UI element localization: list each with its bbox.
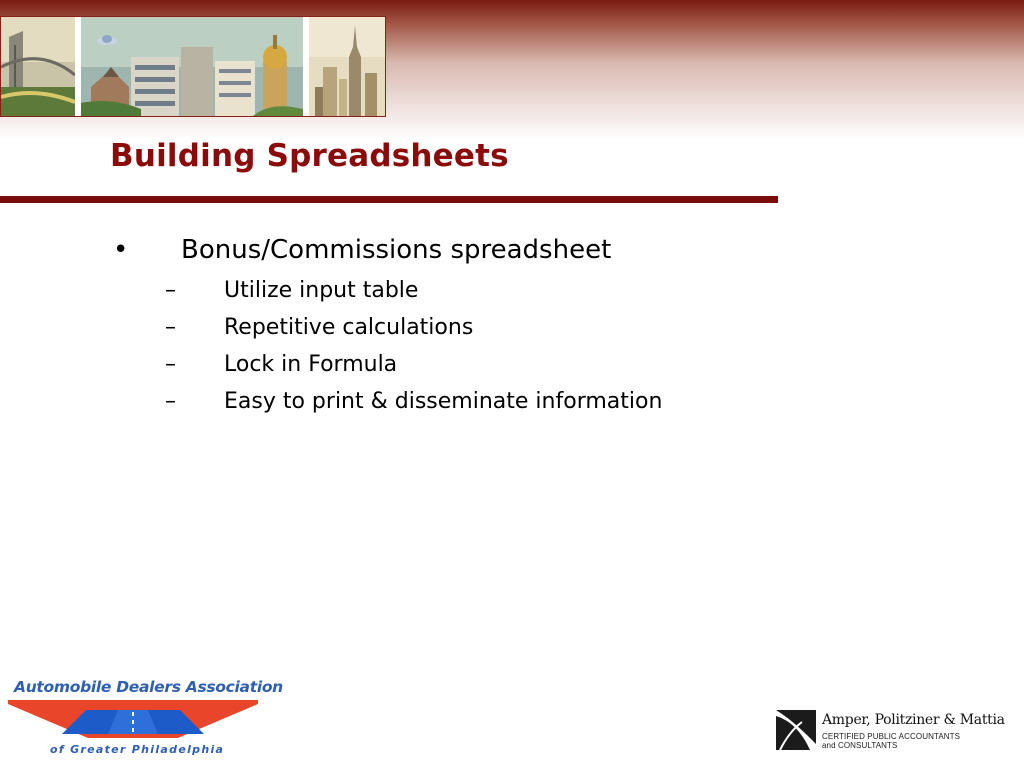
- dash-marker: –: [165, 315, 176, 340]
- amper-politziner-mattia-logo: [776, 708, 1016, 754]
- firm-mark-icon: [776, 710, 816, 750]
- title-divider: [0, 196, 778, 203]
- logo-title-text: Automobile Dealers Association: [14, 678, 283, 696]
- dash-marker: –: [165, 278, 176, 303]
- sub-bullet-text: Utilize input table: [224, 278, 419, 303]
- slide-title: Building Spreadsheets: [110, 138, 509, 174]
- logo-subtitle-text: of Greater Philadelphia: [50, 743, 225, 756]
- firm-name: Amper, Politziner & Mattia: [822, 712, 1005, 728]
- sub-bullet-text: Repetitive calculations: [224, 315, 474, 340]
- sub-bullet-text: Lock in Formula: [224, 352, 398, 377]
- bullet-text: Bonus/Commissions spreadsheet: [181, 235, 612, 265]
- sub-bullet-text: Easy to print & disseminate information: [224, 389, 663, 414]
- header-banner-painting: [0, 16, 386, 117]
- dash-marker: –: [165, 389, 176, 414]
- dash-marker: –: [165, 352, 176, 377]
- firm-tagline-2: and CONSULTANTS: [822, 741, 898, 750]
- bullet-marker: •: [113, 235, 129, 265]
- firm-tagline-1: CERTIFIED PUBLIC ACCOUNTANTS: [822, 732, 961, 741]
- automobile-dealers-association-logo: [8, 676, 283, 762]
